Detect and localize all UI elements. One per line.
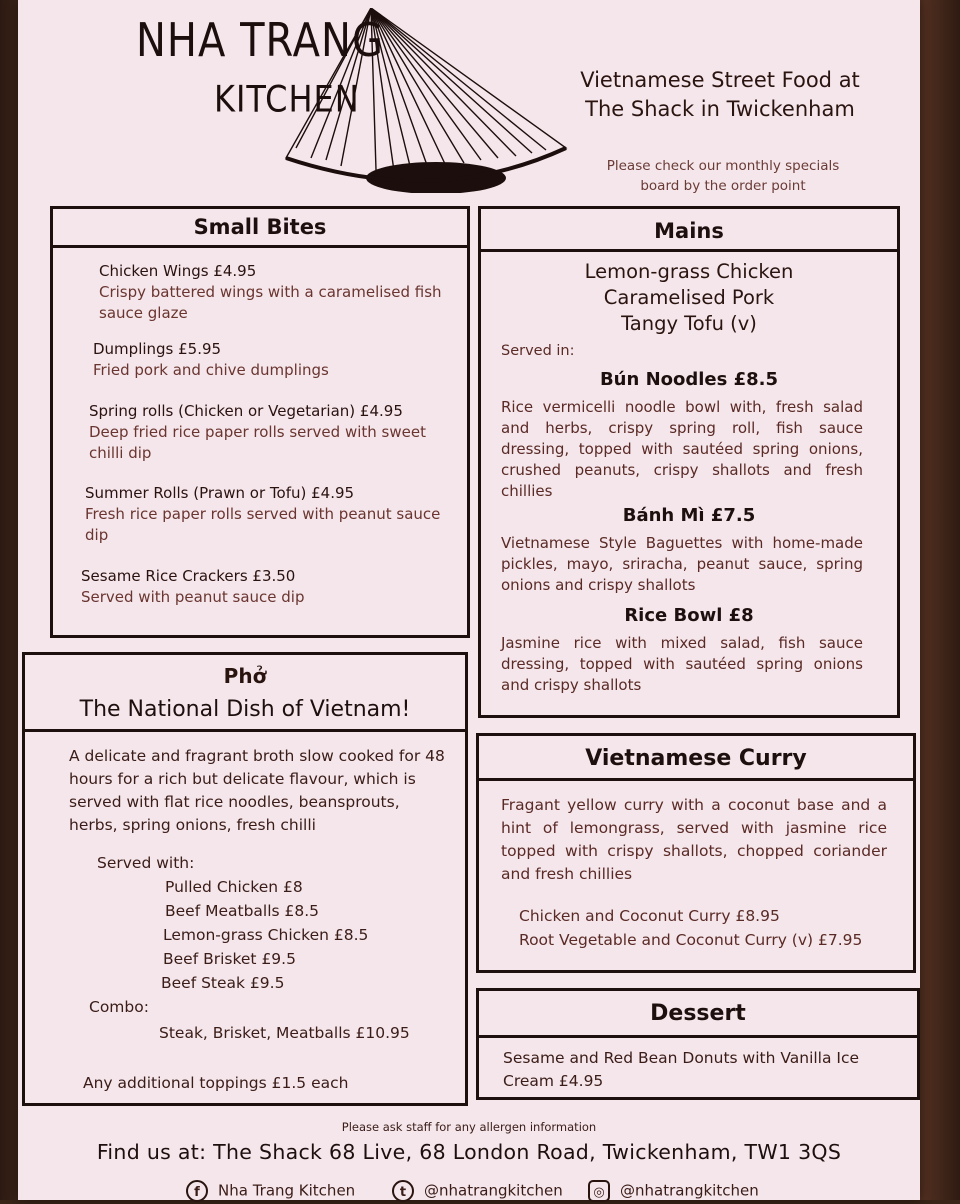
- logo-title-line2: KITCHEN: [214, 77, 360, 121]
- address: Find us at: The Shack 68 Live, 68 London Road, Twickenham, TW1 3QS: [96, 1140, 842, 1164]
- curry-option: Chicken and Coconut Curry £8.95: [519, 907, 780, 925]
- menu-item: [81, 566, 451, 608]
- protein-option: Tangy Tofu (v): [621, 312, 757, 335]
- section-divider: [479, 1035, 917, 1038]
- instagram-icon: ◎: [588, 1180, 610, 1202]
- twitter-link[interactable]: [392, 1180, 563, 1202]
- menu-item-desc: Crispy battered wings with a caramelised fish sauce glaze: [99, 283, 442, 322]
- specials-line1: Please check our monthly specials: [606, 158, 840, 174]
- pho-option: Beef Brisket £9.5: [163, 950, 296, 968]
- instagram-link[interactable]: [588, 1180, 759, 1202]
- logo-title-line1: NHA TRANG: [136, 14, 384, 68]
- combo-option: Steak, Brisket, Meatballs £10.95: [159, 1024, 410, 1042]
- main-option-name: Bánh Mì £7.5: [622, 505, 756, 526]
- protein-option: Caramelised Pork: [603, 286, 775, 309]
- menu-item-name: Sesame Rice Crackers £3.50: [81, 567, 296, 585]
- facebook-icon: f: [186, 1180, 208, 1202]
- curry-section: [476, 733, 916, 973]
- curry-option: Root Vegetable and Coconut Curry (v) £7.95: [519, 931, 863, 949]
- section-title: Mains: [654, 219, 724, 243]
- combo-label: Combo:: [89, 998, 149, 1016]
- twitter-label: @nhatrangkitchen: [424, 1181, 563, 1200]
- section-title: Dessert: [650, 1001, 746, 1026]
- dessert-section: [476, 988, 920, 1100]
- section-title: Small Bites: [193, 215, 327, 239]
- menu-item: [85, 483, 451, 546]
- menu-item: [99, 261, 459, 324]
- section-divider: [25, 729, 465, 732]
- section-title: Vietnamese Curry: [585, 746, 807, 771]
- dessert-item: Sesame and Red Bean Donuts with Vanilla Ice Cream £4.95: [503, 1049, 860, 1090]
- menu-item-name: Summer Rolls (Prawn or Tofu) £4.95: [85, 484, 355, 502]
- section-divider: [53, 245, 467, 248]
- menu-item-desc: Deep fried rice paper rolls served with sweet chilli dip: [89, 423, 426, 462]
- instagram-label: @nhatrangkitchen: [620, 1181, 759, 1200]
- section-divider: [481, 249, 897, 252]
- protein-option: Lemon-grass Chicken: [584, 260, 794, 283]
- specials-line2: board by the order point: [640, 178, 806, 194]
- toppings-note: Any additional toppings £1.5 each: [83, 1074, 349, 1092]
- main-option-name: Bún Noodles £8.5: [599, 369, 779, 390]
- main-option-desc: Vietnamese Style Baguettes with home-made pickles, mayo, sriracha, peanut sauce, spring onions and crispy shallots: [501, 534, 863, 594]
- curry-desc: Fragant yellow curry with a coconut base and a hint of lemongrass, served with jasmine rice topped with crispy shallots, chopped coriander and fresh chillies: [501, 796, 887, 883]
- menu-sheet: [18, 0, 920, 1200]
- menu-item: [93, 339, 453, 381]
- twitter-icon: t: [392, 1180, 414, 1202]
- menu-item-name: Dumplings £5.95: [93, 340, 222, 358]
- menu-item-desc: Served with peanut sauce dip: [81, 588, 305, 606]
- menu-item-name: Spring rolls (Chicken or Vegetarian) £4.95: [89, 402, 403, 420]
- facebook-link[interactable]: [186, 1180, 355, 1202]
- main-option-desc: Rice vermicelli noodle bowl with, fresh salad and herbs, crispy spring roll, fish sauce dressing, topped with sautéed spring onions, crushed peanuts, crispy shallots and fresh chillies: [501, 398, 863, 500]
- section-divider: [479, 778, 913, 781]
- menu-item: [89, 401, 451, 464]
- pho-title: Phở: [223, 664, 267, 688]
- small-bites-section: [50, 206, 470, 638]
- pho-option: Beef Steak £9.5: [161, 974, 285, 992]
- allergen-note: Please ask staff for any allergen information: [341, 1120, 597, 1134]
- tagline-line2: The Shack in Twickenham: [585, 97, 855, 121]
- pho-option: Beef Meatballs £8.5: [165, 902, 320, 920]
- pho-option: Lemon-grass Chicken £8.5: [163, 926, 369, 944]
- tagline-line1: Vietnamese Street Food at: [580, 68, 860, 92]
- menu-item-name: Chicken Wings £4.95: [99, 262, 257, 280]
- served-with-label: Served with:: [97, 854, 195, 872]
- mains-section: [478, 206, 900, 718]
- served-in-label: Served in:: [501, 343, 575, 359]
- pho-option: Pulled Chicken £8: [165, 878, 303, 896]
- main-option-desc: Jasmine rice with mixed salad, fish sauce dressing, topped with sautéed spring onions and crispy shallots: [501, 634, 863, 694]
- main-option-name: Rice Bowl £8: [624, 605, 754, 626]
- pho-desc: A delicate and fragrant broth slow cooked for 48 hours for a rich but delicate flavour, which is served with flat rice noodles, beansprouts, herbs, spring onions, fresh chilli: [69, 747, 445, 834]
- menu-item-desc: Fried pork and chive dumplings: [93, 361, 329, 379]
- facebook-label: Nha Trang Kitchen: [218, 1181, 356, 1200]
- pho-section: [22, 652, 468, 1106]
- menu-item-desc: Fresh rice paper rolls served with peanut sauce dip: [85, 505, 441, 544]
- pho-subtitle: The National Dish of Vietnam!: [79, 697, 411, 722]
- specials-note: [578, 156, 868, 196]
- tagline: [550, 66, 890, 124]
